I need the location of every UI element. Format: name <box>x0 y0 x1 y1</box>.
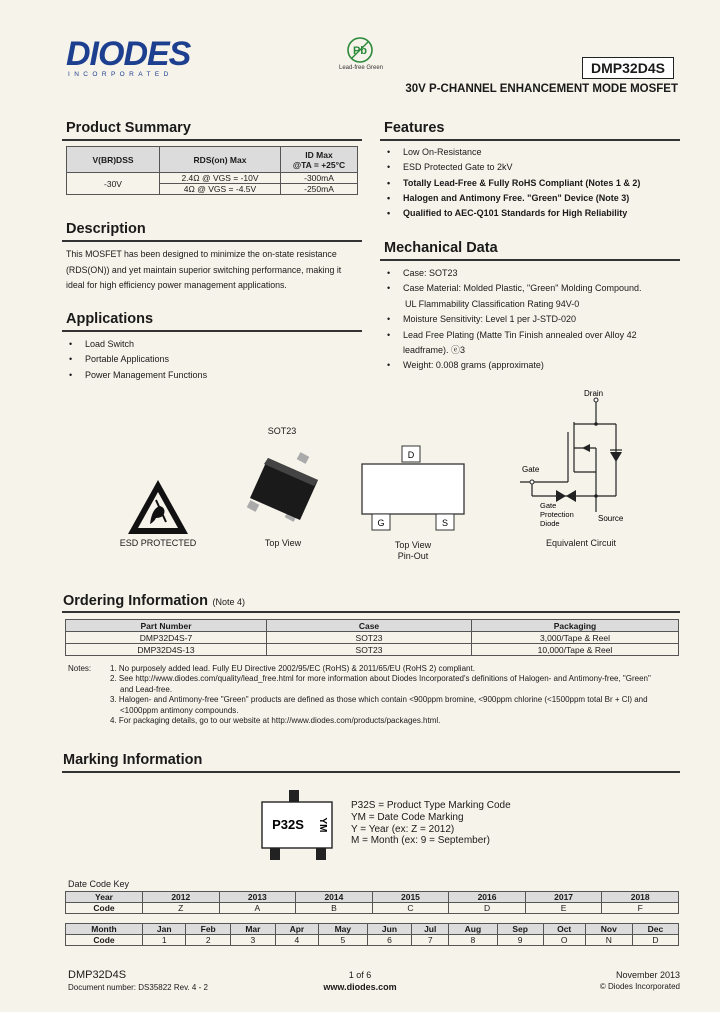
date-code-cell: Z <box>143 903 220 914</box>
notes-label: Notes: <box>68 664 92 673</box>
section-rule <box>62 139 362 141</box>
date-code-cell: 3 <box>231 935 276 946</box>
col-rds: RDS(on) Max <box>160 147 281 173</box>
drain-label: Drain <box>584 389 604 398</box>
month-code-table: Month Jan Feb Mar Apr May Jun Jul Aug Sep Oct Nov Dec Code 1 2 3 4 5 6 7 8 9 O N D <box>65 923 679 946</box>
date-code-cell: 2 <box>186 935 231 946</box>
list-item: • Halogen and Antimony Free. "Green" Device (Note 3) <box>384 191 680 206</box>
section-rule <box>62 611 680 613</box>
year-code-table: Year 2012 2013 2014 2015 2016 2017 2018 Code Z A B C D E F <box>65 891 679 914</box>
gate-diode-label-3: Diode <box>540 519 560 528</box>
ordering-title: Ordering Information <box>63 593 208 609</box>
pin-d-label: D <box>407 450 415 460</box>
list-item: • Low On-Resistance <box>384 145 680 160</box>
date-code-cell: 9 <box>497 935 543 946</box>
date-code-cell: 6 <box>367 935 412 946</box>
diodes-logo: DIODES <box>66 35 191 73</box>
date-code-cell: N <box>585 935 632 946</box>
footer-doc: Document number: DS35822 Rev. 4 - 2 <box>68 983 208 992</box>
marking-code: P32S <box>272 817 304 832</box>
product-summary-table <box>66 146 358 195</box>
date-code-cell: D <box>632 935 678 946</box>
footer-page: 1 of 6 <box>348 970 372 980</box>
gate-label: Gate <box>522 465 540 474</box>
product-summary-title: Product Summary <box>66 120 191 136</box>
list-item: • Weight: 0.008 grams (approximate) <box>384 358 680 373</box>
marking-ym: YM <box>317 817 328 833</box>
esd-label: ESD PROTECTED <box>119 538 197 548</box>
section-rule <box>62 771 680 773</box>
date-code-cell: 2013 <box>219 892 296 903</box>
vbr-value: -30V <box>67 173 160 195</box>
list-item: • Totally Lead-Free & Fully RoHS Compliant (Notes 1 & 2) <box>384 176 680 191</box>
id-value: -250mA <box>281 184 358 195</box>
mechanical-title: Mechanical Data <box>384 240 498 256</box>
date-code-cell: 7 <box>412 935 449 946</box>
list-item: • Case: SOT23 <box>384 266 680 281</box>
footer-copyright: © Diodes Incorporated <box>599 982 680 991</box>
id-value: -300mA <box>281 173 358 184</box>
date-code-cell: 2018 <box>602 892 679 903</box>
col-vbr: V(BR)DSS <box>67 147 160 173</box>
top-view-label: Top View <box>264 538 302 548</box>
section-rule <box>62 240 362 242</box>
marking-legend: P32S = Product Type Marking Code YM = Date Code Marking Y = Year (ex: Z = 2012) M = Month (ex: 9 = September) <box>351 800 511 847</box>
date-code-cell: 5 <box>319 935 368 946</box>
footer-part: DMP32D4S <box>68 969 127 981</box>
date-code-cell: 8 <box>449 935 498 946</box>
date-code-cell: Sep <box>497 924 543 935</box>
sot23-label: SOT23 <box>267 426 297 436</box>
date-code-cell: Apr <box>275 924 318 935</box>
pin-s-label: S <box>441 518 449 528</box>
gate-diode-label-2: Protection <box>540 510 574 519</box>
date-code-cell: 2015 <box>372 892 449 903</box>
date-code-cell: F <box>602 903 679 914</box>
date-code-cell: 2012 <box>143 892 220 903</box>
date-code-cell: Jan <box>143 924 186 935</box>
date-code-cell: Feb <box>186 924 231 935</box>
date-code-cell: E <box>525 903 602 914</box>
section-rule <box>380 139 680 141</box>
date-code-title: Date Code Key <box>68 879 130 889</box>
part-number-box: DMP32D4S <box>582 57 674 79</box>
esd-icon <box>126 478 190 538</box>
date-code-cell: Jul <box>412 924 449 935</box>
list-item: leadframe). ⓔ3 <box>403 345 466 356</box>
marking-title: Marking Information <box>63 752 203 768</box>
list-item: • Case Material: Molded Plastic, "Green" Molding Compound. <box>384 281 680 296</box>
col-part-number: Part Number <box>66 620 267 632</box>
col-case: Case <box>267 620 472 632</box>
footer-url[interactable]: www.diodes.com <box>323 982 397 992</box>
logo-subtitle: INCORPORATED <box>68 71 173 78</box>
date-code-cell: 2014 <box>296 892 373 903</box>
list-item: • ESD Protected Gate to 2kV <box>384 160 680 175</box>
gate-diode-label-1: Gate <box>540 501 557 510</box>
col-packaging: Packaging <box>472 620 679 632</box>
description-text: This MOSFET has been designed to minimize the on-state resistance (RDS(ON)) and yet maintain superior switching performance, making it ideal for high efficiency power management applications. <box>66 249 342 290</box>
date-code-cell: C <box>372 903 449 914</box>
date-code-cell: O <box>543 935 585 946</box>
list-item: • Lead Free Plating (Matte Tin Finish annealed over Alloy 42 <box>384 328 680 343</box>
lead-free-label: Lead-free Green <box>338 65 384 71</box>
date-code-cell: Mar <box>231 924 276 935</box>
applications-list <box>66 337 356 383</box>
source-label: Source <box>598 514 624 523</box>
date-code-cell: Nov <box>585 924 632 935</box>
date-code-cell: Oct <box>543 924 585 935</box>
list-item: • Load Switch <box>66 337 356 352</box>
notes-text: 1. No purposely added lead. Fully EU Directive 2002/95/EC (RoHS) & 2011/65/EU (RoHS 2) compliant. 2. See http://www.diodes.com/quality/lead_free.html for more information about Diodes Incorporated's definitions of Halogen- and Antimony-free, "Green" and Lead-free. 3. Halogen- and Antimony-free "Green" products are defined as those which contain <900ppm bromine, <900ppm chlorine (<1500ppm total Br + Cl) and <1000ppm antimony compounds. 4. For packaging details, go to our website at http://www.diodes.com/products/packages.html. <box>110 664 651 726</box>
equivalent-circuit-caption: Equivalent Circuit <box>545 538 617 548</box>
date-code-cell: May <box>319 924 368 935</box>
footer-date: November 2013 <box>615 970 680 980</box>
section-rule <box>380 259 680 261</box>
date-code-cell: 1 <box>143 935 186 946</box>
ordering-note: (Note 4) <box>212 597 245 607</box>
pinout-caption: Top View Pin-Out <box>394 540 432 561</box>
list-item: • Qualified to AEC-Q101 Standards for High Reliability <box>384 206 680 221</box>
pinout-diagram <box>358 444 468 534</box>
list-item: • Moisture Sensitivity: Level 1 per J-STD-020 <box>384 312 680 327</box>
table-row: DMP32D4S-7 SOT23 3,000/Tape & Reel <box>66 632 679 644</box>
list-item: • Power Management Functions <box>66 368 356 383</box>
list-item: • Portable Applications <box>66 352 356 367</box>
date-code-cell: 2017 <box>525 892 602 903</box>
rds-value: 2.4Ω @ VGS = -10V <box>160 173 281 184</box>
date-code-cell: D <box>449 903 526 914</box>
ordering-table <box>65 619 679 656</box>
date-code-cell: Dec <box>632 924 678 935</box>
description-title: Description <box>66 221 146 237</box>
col-id: ID Max @TA = +25°C <box>281 147 358 173</box>
marking-diagram <box>258 788 338 864</box>
equivalent-circuit-diagram <box>512 384 642 534</box>
date-code-cell: Aug <box>449 924 498 935</box>
pin-g-label: G <box>377 518 385 528</box>
mechanical-list <box>384 266 680 374</box>
applications-title: Applications <box>66 311 154 327</box>
ordering-title-row <box>63 592 245 610</box>
date-code-cell: Jun <box>367 924 412 935</box>
section-rule <box>62 330 362 332</box>
features-list <box>384 145 680 221</box>
rds-value: 4Ω @ VGS = -4.5V <box>160 184 281 195</box>
pb-mark: Pb <box>352 45 368 57</box>
list-item: UL Flammability Classification Rating 94V-0 <box>405 298 580 309</box>
date-code-cell: 2016 <box>449 892 526 903</box>
page-subtitle: 30V P-CHANNEL ENHANCEMENT MODE MOSFET <box>405 83 678 95</box>
table-row: DMP32D4S-13 SOT23 10,000/Tape & Reel <box>66 644 679 656</box>
date-code-cell: B <box>296 903 373 914</box>
date-code-cell: 4 <box>275 935 318 946</box>
lead-free-icon <box>346 36 374 64</box>
sot23-package-image <box>240 448 330 530</box>
features-title: Features <box>384 120 445 136</box>
date-code-cell: A <box>219 903 296 914</box>
